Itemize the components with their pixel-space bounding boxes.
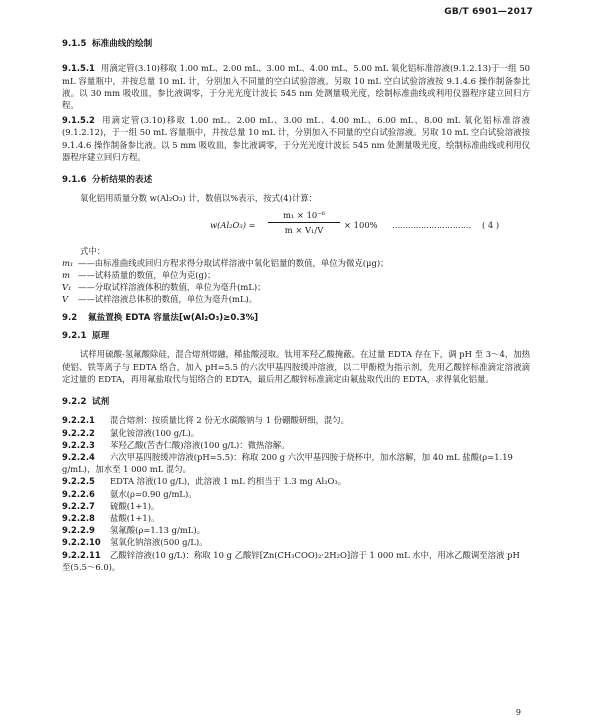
reagent-item bbox=[62, 524, 530, 536]
clause-number: 9.1.5.2 bbox=[62, 115, 95, 126]
variable-description: ——分取试样溶液体积的数值，单位为毫升(mL)； bbox=[78, 282, 266, 293]
reagent-text: 混合熔剂：按质量比将 2 份无水碳酸钠与 1 份硼酸研细，混匀。 bbox=[110, 415, 350, 426]
document-body bbox=[62, 38, 530, 573]
standard-code-header: GB/T 6901—2017 bbox=[444, 7, 533, 17]
section-number: 9.2 bbox=[62, 312, 78, 323]
calculation-intro: 氧化铝用质量分数 w(Al₂O₃) 计，数值以%表示，按式(4)计算： bbox=[80, 193, 318, 204]
reagent-text: 盐酸(1+1)。 bbox=[110, 512, 160, 523]
clause-9-1-5-1 bbox=[62, 62, 530, 111]
section-number: 9.2.2 bbox=[62, 397, 87, 407]
reagent-item bbox=[62, 512, 530, 524]
reagent-item bbox=[62, 475, 530, 487]
formula-lhs: w(Al₂O₃) = bbox=[210, 219, 256, 230]
reagent-text: 氢氧化钠溶液(500 g/L)。 bbox=[110, 537, 208, 548]
reagent-number: 9.2.2.8 bbox=[62, 512, 95, 523]
reagent-item bbox=[62, 451, 530, 475]
reagent-text: 乙酸锌溶液(10 g/L)：称取 10 g 乙酸锌[Zn(CH₃COO)₂·2H₂O]溶于 1 000 mL 水中，用冰乙酸调至溶液 pH 至(5.5～6.0)。 bbox=[62, 549, 520, 572]
variable-definition bbox=[62, 269, 530, 281]
section-title: 标准曲线的绘制 bbox=[92, 39, 153, 49]
reagent-number: 9.2.2.11 bbox=[62, 549, 101, 560]
clause-text: 用滴定管(3.10)移取 1.00 mL、2.00 mL、3.00 mL、4.00 mL、5.00 mL 氧化铝标准溶液(9.1.2.13)于一组 50 mL 容量瓶中，并按总量 10 mL 计，分别加入不同量的空白试验溶液。另取 10 mL 空白试验溶液按 9.1.4.6 操作制备参比液。以 30 mm 吸收皿，参比液调零，于分光光度计波长 545 nm 处测量吸光度，绘制标准曲线或利用仪器程序建立回归方程。 bbox=[62, 63, 530, 111]
reagent-item bbox=[62, 549, 530, 573]
reagent-number: 9.2.2.1 bbox=[62, 415, 95, 426]
section-heading-9-2 bbox=[62, 312, 530, 324]
section-heading-9-2-2 bbox=[62, 396, 530, 408]
reagent-number: 9.2.2.9 bbox=[62, 525, 95, 536]
section-title: 氟盐置换 EDTA 容量法[w(Al₂O₃)≥0.3%] bbox=[88, 312, 259, 323]
principle-paragraph: 试样用硫酸-氢氟酸除硅，混合熔剂熔融，稀盐酸浸取。钛用苯羟乙酸掩蔽。在过量 EDTA 存在下，调 pH 至 3～4，加热使铝、铁等离子与 EDTA 络合，加入 pH=5.5 的六次甲基四胺缓冲溶液，以二甲酚橙为指示剂，先用乙酸锌标准滴定溶液滴定过量的 EDTA，再用氟盐取代与铝络合的 EDTA，最后用乙酸锌标准滴定由氟盐取代出的 EDTA，求得氧化铝量。 bbox=[62, 349, 530, 384]
section-heading-9-2-1 bbox=[62, 330, 530, 342]
section-number: 9.1.5 bbox=[62, 39, 87, 49]
section-number: 9.2.1 bbox=[62, 330, 87, 341]
reagent-text: 硫酸(1+1)。 bbox=[110, 500, 160, 511]
formula-denominator: m × V₁/V bbox=[284, 224, 324, 235]
variable-symbol: m₁ bbox=[62, 257, 74, 268]
clause-number: 9.1.5.1 bbox=[62, 63, 95, 74]
variable-symbol: V₁ bbox=[62, 282, 72, 293]
variable-definition bbox=[62, 257, 530, 269]
reagent-number: 9.2.2.5 bbox=[62, 476, 95, 487]
section-title: 试剂 bbox=[92, 397, 110, 407]
formula-number: ( 4 ) bbox=[482, 219, 500, 230]
formula-multiplier: × 100% bbox=[344, 219, 378, 230]
section-heading-9-1-5 bbox=[62, 38, 530, 50]
where-label: 式中： bbox=[80, 245, 106, 256]
section-heading-9-1-6 bbox=[62, 174, 530, 186]
reagent-number: 9.2.2.7 bbox=[62, 500, 95, 511]
reagent-number: 9.2.2.10 bbox=[62, 537, 101, 548]
formula-fraction bbox=[268, 209, 340, 236]
page-number: 9 bbox=[515, 708, 521, 718]
reagent-text: 六次甲基四胺缓冲溶液(pH=5.5)：称取 200 g 六次甲基四胺于烧杯中，加水溶解，加 40 mL 盐酸(ρ=1.19 g/mL)，加水至 1 000 mL 混匀。 bbox=[62, 452, 513, 475]
section-title: 分析结果的表述 bbox=[92, 174, 153, 185]
reagent-number: 9.2.2.3 bbox=[62, 439, 95, 450]
reagent-item bbox=[62, 536, 530, 548]
reagent-item bbox=[62, 488, 530, 500]
reagent-text: 氢氟酸(ρ=1.13 g/mL)。 bbox=[110, 525, 205, 536]
reagent-text: 氯化铵溶液(100 g/L)。 bbox=[110, 427, 200, 438]
variable-description: ——试料质量的数值，单位为克(g)； bbox=[78, 269, 216, 280]
reagent-number: 9.2.2.6 bbox=[62, 488, 95, 499]
variable-definition bbox=[62, 281, 530, 293]
reagent-text: EDTA 溶液(10 g/L)，此溶液 1 mL 约相当于 1.3 mg Al₂O₃。 bbox=[110, 476, 347, 487]
formula-leader-dots: ………………………… bbox=[392, 219, 471, 230]
reagent-item bbox=[62, 439, 530, 451]
variable-definition bbox=[62, 293, 530, 305]
reagent-number: 9.2.2.2 bbox=[62, 427, 95, 438]
reagent-item bbox=[62, 500, 530, 512]
formula-4 bbox=[62, 209, 530, 243]
section-number: 9.1.6 bbox=[62, 174, 87, 185]
reagent-number: 9.2.2.4 bbox=[62, 452, 95, 463]
reagent-text: 苯羟乙酸(苦杏仁酸)溶液(100 g/L)：微热溶解。 bbox=[110, 439, 290, 450]
formula-numerator: m₁ × 10⁻⁶ bbox=[268, 209, 340, 223]
variable-description: ——试样溶液总体积的数值，单位为毫升(mL)。 bbox=[78, 294, 258, 305]
reagent-item bbox=[62, 414, 530, 426]
reagent-item bbox=[62, 427, 530, 439]
clause-text: 用滴定管(3.10)移取 1.00 mL、2.00 mL、3.00 mL、4.00 mL、6.00 mL、8.00 mL 氧化铝标准溶液(9.1.2.12)，于一组 50 mL 容量瓶中，并按总量 10 mL 计，分别加入不同量的空白试验溶液。另取 10 mL 空白试验溶液按 9.1.4.6 操作制备参比液。以 5 mm 吸收皿，参比液调零，于分光光度计波长 545 nm 处测量吸光度，绘制标准曲线或利用仪器程序建立回归方程。 bbox=[62, 115, 530, 162]
reagent-text: 氨水(ρ=0.90 g/mL)。 bbox=[110, 488, 197, 499]
section-title: 原理 bbox=[92, 330, 110, 341]
clause-9-1-5-2 bbox=[62, 114, 530, 163]
variable-symbol: m bbox=[62, 269, 70, 280]
variable-description: ——由标准曲线或回归方程求得分取试样溶液中氧化铝量的数值，单位为微克(μg)； bbox=[78, 257, 389, 268]
variable-symbol: V bbox=[62, 294, 69, 305]
